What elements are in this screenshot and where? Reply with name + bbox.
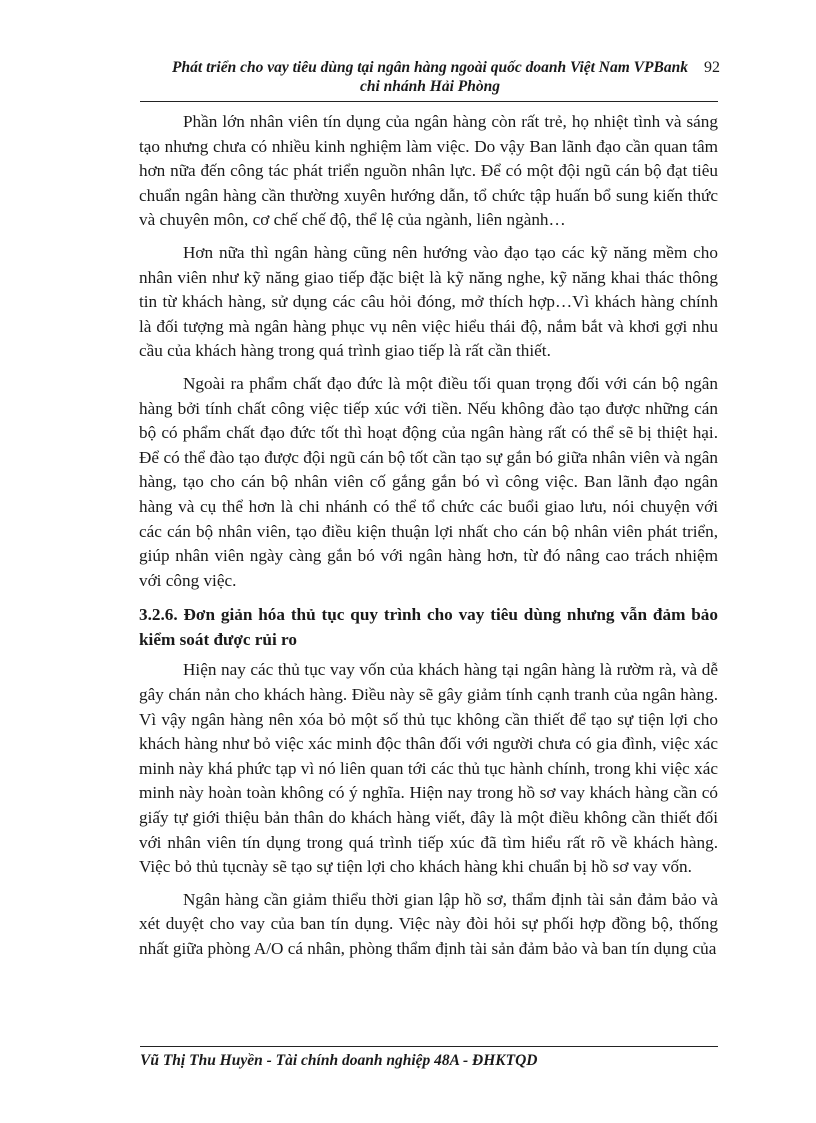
body-paragraph-5: Ngân hàng cần giảm thiểu thời gian lập hồ sơ, thẩm định tài sản đảm bảo và xét duyệt cho vay của ban tín dụng. Việc này đòi hỏi sự phối hợp đồng bộ, thống nhất giữa phòng A/O cá nhân, phòng thẩm định tài sản đảm bảo và ban tín dụng của bbox=[139, 889, 718, 958]
body-paragraph-3: Ngoài ra phẩm chất đạo đức là một điều tối quan trọng đối với cán bộ ngân hàng bởi tính chất công việc tiếp xúc với tiền. Nếu không đào tạo được những cán bộ có phẩm chất đạo đức tốt thì hoạt động của ngân hàng rất có thể sẽ bị thiệt hại. Để có thể đào tạo được đội ngũ cán bộ tốt cần tạo sự gắn bó giữa nhân viên và ngân hàng, tạo cho cán bộ nhân viên cố gắng gắn bó vì công việc. Ban lãnh đạo ngân hàng và cụ thể hơn là chi nhánh có thể tổ chức các buổi giao lưu, nói chuyện với các cán bộ nhân viên, tạo điều kiện thuận lợi nhất cho cán bộ nhân viên phát triển, giúp nhân viên ngày càng gắn bó với ngân hàng hơn, từ đó nâng cao trách nhiệm với công việc. bbox=[139, 373, 718, 590]
footer-author-line: Vũ Thị Thu Huyền - Tài chính doanh nghiệp 48A - ĐHKTQD bbox=[140, 1052, 538, 1069]
header-rule bbox=[140, 101, 718, 102]
header-title-line-1: Phát triển cho vay tiêu dùng tại ngân hàng ngoài quốc doanh Việt Nam VPBank bbox=[172, 59, 688, 76]
page-number: 92 bbox=[704, 59, 720, 76]
header-title-line-2: chi nhánh Hải Phòng bbox=[360, 78, 500, 95]
running-header-title bbox=[140, 58, 720, 96]
body-paragraph-2: Hơn nữa thì ngân hàng cũng nên hướng vào đạo tạo các kỹ năng mềm cho nhân viên như kỹ năng giao tiếp đặc biệt là kỹ năng nghe, kỹ năng khai thác thông tin từ khách hàng, sử dụng các câu hỏi đóng, mở thích hợp…Vì khách hàng chính là đối tượng mà ngân hàng phục vụ nên việc hiểu thái độ, nắm bắt và khơi gợi nhu cầu của khách hàng trong quá trình giao tiếp là rất cần thiết. bbox=[139, 242, 718, 361]
page-header bbox=[140, 58, 740, 102]
body-paragraph-1: Phần lớn nhân viên tín dụng của ngân hàng còn rất trẻ, họ nhiệt tình và sáng tạo nhưng chưa có nhiều kinh nghiệm làm việc. Do vậy Ban lãnh đạo cần quan tâm hơn nữa đến công tác phát triển nguồn nhân lực. Để có một đội ngũ cán bộ đạt tiêu chuẩn ngân hàng cần thường xuyên hướng dẫn, tổ chức tập huấn bổ sung kiến thức và chuyên môn, cơ chế chế độ, thể lệ của ngành, liên ngành… bbox=[139, 112, 718, 230]
body-paragraph-4: Hiện nay các thủ tục vay vốn của khách hàng tại ngân hàng là rườm rà, và dễ gây chán nản cho khách hàng. Điều này sẽ gây giảm tính cạnh tranh của ngân hàng. Vì vậy ngân hàng nên xóa bỏ một số thủ tục không cần thiết để tạo sự tiện lợi cho khách hàng như bỏ việc xác minh độc thân đối với người chưa có gia đình, việc xác minh này khá phức tạp vì nó liên quan tới các thủ tục hành chính, trong khi việc xác minh này hoàn toàn không có ý nghĩa. Hiện nay trong hồ sơ vay khách hàng cần có giấy tự giới thiệu bản thân do khách hàng viết, đây là một điều không cần thiết đối với nhân viên tín dụng trong quá trình tiếp xúc đã tìm hiểu rất rõ về khách hàng. Việc bỏ thủ tụcnày sẽ tạo sự tiện lợi cho khách hàng khi chuẩn bị hồ sơ vay vốn. bbox=[139, 660, 718, 877]
footer-rule bbox=[140, 1046, 718, 1047]
page-body bbox=[139, 110, 718, 962]
section-heading-3-2-6: 3.2.6. Đơn giản hóa thủ tục quy trình cho vay tiêu dùng nhưng vẫn đảm bảo kiểm soát được rủi ro bbox=[139, 605, 718, 649]
